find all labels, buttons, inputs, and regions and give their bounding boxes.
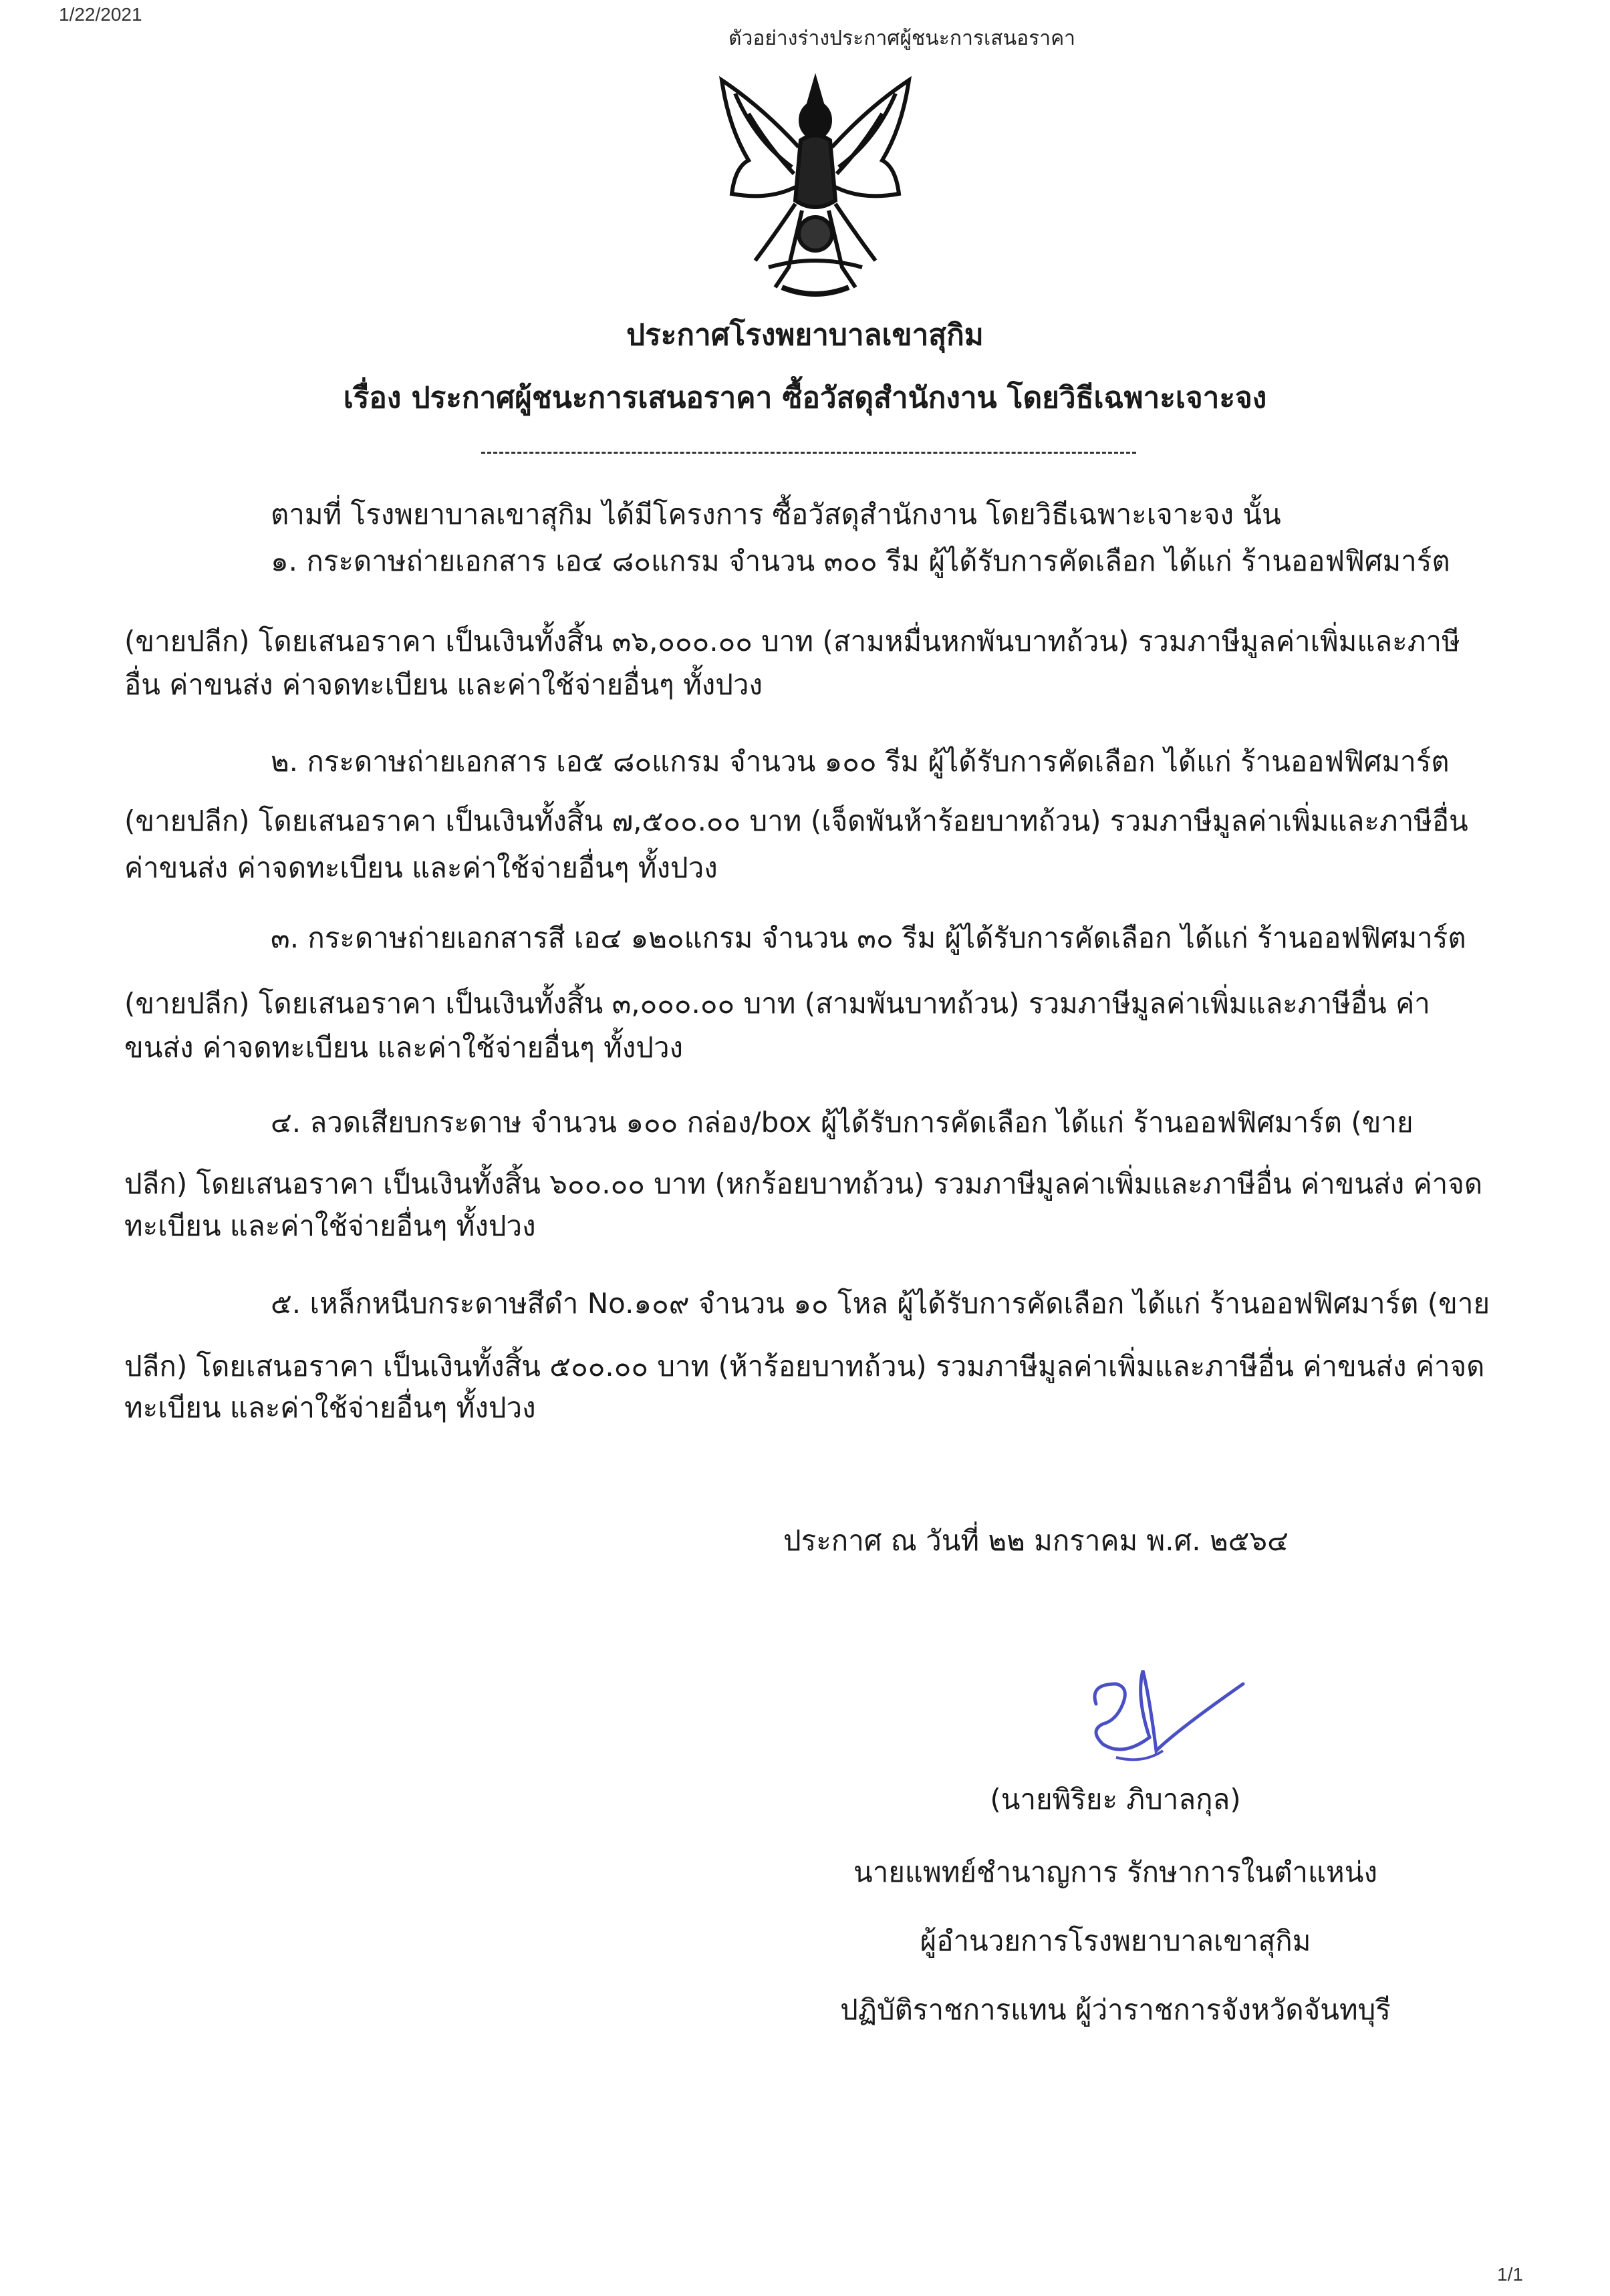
print-date: 1/22/2021 bbox=[59, 4, 142, 25]
item-1-line: อื่น ค่าขนส่ง ค่าจดทะเบียน และค่าใช้จ่ายอื่นๆ ทั้งปวง bbox=[124, 668, 763, 701]
signatory-position-2: ผู้อำนวยการโรงพยาบาลเขาสุกิม bbox=[920, 1924, 1311, 1957]
item-2-line: ๒. กระดาษถ่ายเอกสาร เอ๕ ๘๐แกรม จำนวน ๑๐๐ รีม ผู้ได้รับการคัดเลือก ได้แก่ ร้านออฟฟิศมาร์ต bbox=[271, 745, 1450, 778]
item-1-line: (ขายปลีก) โดยเสนอราคา เป็นเงินทั้งสิ้น ๓๖,๐๐๐.๐๐ บาท (สามหมื่นหกพันบาทถ้วน) รวมภาษีมูลค่าเพิ่มและภาษี bbox=[124, 625, 1460, 658]
announce-date: ประกาศ ณ วันที่ ๒๒ มกราคม พ.ศ. ๒๕๖๔ bbox=[783, 1524, 1289, 1557]
item-3-line: ๓. กระดาษถ่ายเอกสารสี เอ๔ ๑๒๐แกรม จำนวน ๓๐ รีม ผู้ได้รับการคัดเลือก ได้แก่ ร้านออฟฟิศมาร์ต bbox=[271, 921, 1466, 954]
item-2-line: ค่าขนส่ง ค่าจดทะเบียน และค่าใช้จ่ายอื่นๆ ทั้งปวง bbox=[124, 851, 718, 884]
item-5-line: ๕. เหล็กหนีบกระดาษสีดำ No.๑๐๙ จำนวน ๑๐ โหล ผู้ได้รับการคัดเลือก ได้แก่ ร้านออฟฟิศมาร์ต (ขาย bbox=[271, 1287, 1490, 1320]
item-5-line: ทะเบียน และค่าใช้จ่ายอื่นๆ ทั้งปวง bbox=[124, 1391, 536, 1424]
signatory-position-1: นายแพทย์ชำนาญการ รักษาการในตำแหน่ง bbox=[853, 1856, 1377, 1888]
divider bbox=[481, 452, 1136, 454]
item-5-line: ปลีก) โดยเสนอราคา เป็นเงินทั้งสิ้น ๕๐๐.๐๐ บาท (ห้าร้อยบาทถ้วน) รวมภาษีมูลค่าเพิ่มและภาษีอื่น ค่าขนส่ง ค่าจด bbox=[124, 1350, 1485, 1383]
item-2-line: (ขายปลีก) โดยเสนอราคา เป็นเงินทั้งสิ้น ๗,๕๐๐.๐๐ บาท (เจ็ดพันห้าร้อยบาทถ้วน) รวมภาษีมูลค่าเพิ่มและภาษีอื่น bbox=[124, 805, 1468, 837]
item-4-line: ปลีก) โดยเสนอราคา เป็นเงินทั้งสิ้น ๖๐๐.๐๐ บาท (หกร้อยบาทถ้วน) รวมภาษีมูลค่าเพิ่มและภาษีอื่น ค่าขนส่ง ค่าจด bbox=[124, 1167, 1483, 1200]
title-line-2: เรื่อง ประกาศผู้ชนะการเสนอราคา ซื้อวัสดุสำนักงาน โดยวิธีเฉพาะเจาะจง bbox=[343, 381, 1267, 415]
title-line-1: ประกาศโรงพยาบาลเขาสุกิม bbox=[626, 318, 984, 352]
page-number: 1/1 bbox=[1497, 2264, 1523, 2285]
item-3-line: ขนส่ง ค่าจดทะเบียน และค่าใช้จ่ายอื่นๆ ทั้งปวง bbox=[124, 1031, 684, 1064]
item-3-line: (ขายปลีก) โดยเสนอราคา เป็นเงินทั้งสิ้น ๓,๐๐๐.๐๐ บาท (สามพันบาทถ้วน) รวมภาษีมูลค่าเพิ่มและภาษีอื่น ค่า bbox=[124, 987, 1430, 1020]
signatory-position-3: ปฏิบัติราชการแทน ผู้ว่าราชการจังหวัดจันทบุรี bbox=[840, 1993, 1391, 2026]
garuda-emblem-icon bbox=[708, 67, 922, 304]
item-4-line: ๔. ลวดเสียบกระดาษ จำนวน ๑๐๐ กล่อง/box ผู้ได้รับการคัดเลือก ได้แก่ ร้านออฟฟิศมาร์ต (ขาย bbox=[271, 1106, 1414, 1139]
signatory-name: (นายพิริยะ ภิบาลกุล) bbox=[990, 1783, 1241, 1816]
intro-paragraph: ตามที่ โรงพยาบาลเขาสุกิม ได้มีโครงการ ซื้อวัสดุสำนักงาน โดยวิธีเฉพาะเจาะจง นั้น bbox=[271, 498, 1281, 531]
signature-icon bbox=[1076, 1657, 1250, 1777]
item-1-line: ๑. กระดาษถ่ายเอกสาร เอ๔ ๘๐แกรม จำนวน ๓๐๐ รีม ผู้ได้รับการคัดเลือก ได้แก่ ร้านออฟฟิศมาร์ต bbox=[271, 545, 1450, 577]
draft-header: ตัวอย่างร่างประกาศผู้ชนะการเสนอราคา bbox=[728, 27, 1075, 50]
item-4-line: ทะเบียน และค่าใช้จ่ายอื่นๆ ทั้งปวง bbox=[124, 1209, 536, 1242]
